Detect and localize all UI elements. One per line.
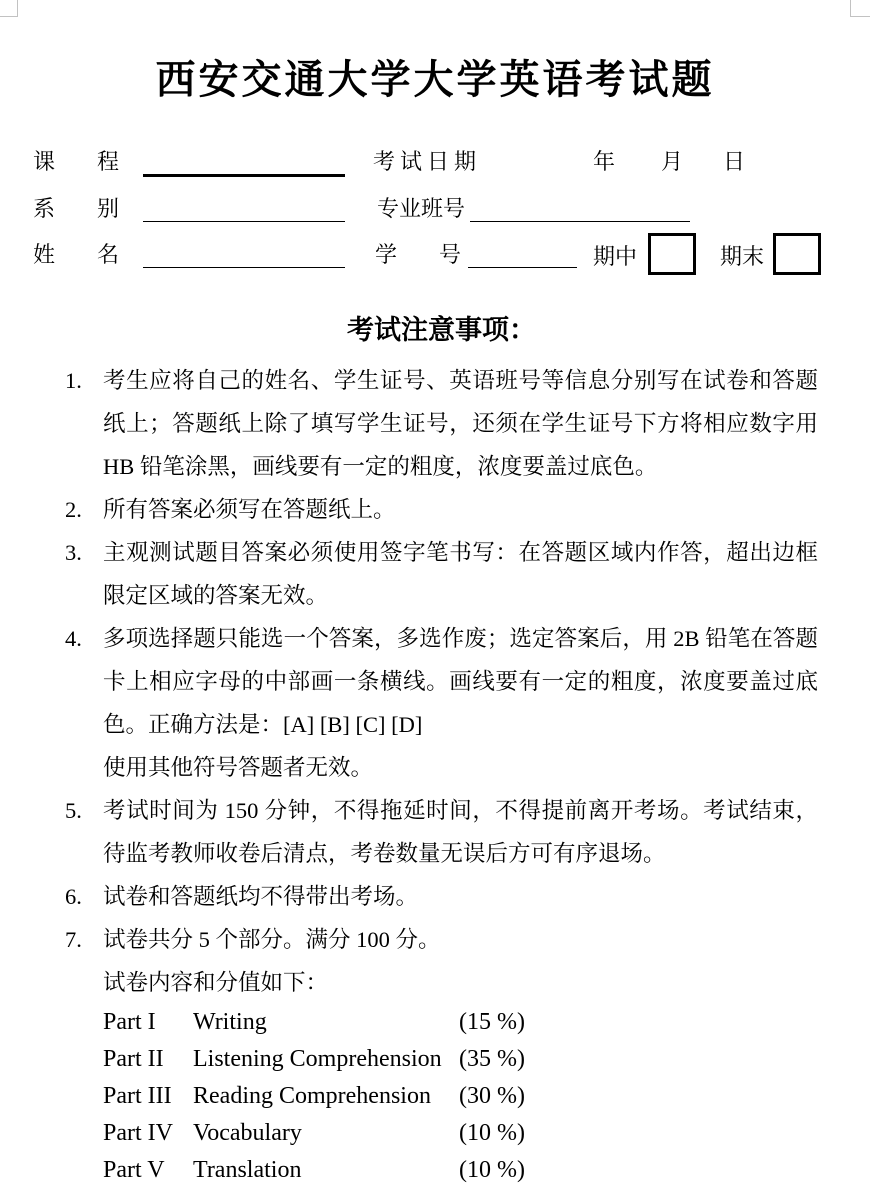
part-percent: (15 %)	[459, 1009, 525, 1035]
day-label: 日	[723, 149, 746, 174]
part-label: Part IV	[103, 1120, 173, 1146]
final-checkbox	[773, 233, 821, 275]
part-name: Reading Comprehension	[193, 1083, 431, 1109]
item-text: 主观测试题目答案必须使用签字笔书写：在答题区域内作答，超出边框限定区域的答案无效。	[103, 540, 818, 608]
part-row	[103, 1004, 818, 1041]
item-text: 所有答案必须写在答题纸上。	[103, 497, 396, 522]
exam-notice-section	[65, 308, 818, 1185]
item-text-continued: 试卷内容和分值如下：	[103, 970, 329, 995]
notice-item-2	[65, 488, 818, 531]
item-number: 3.	[65, 540, 82, 565]
part-percent: (10 %)	[459, 1157, 525, 1183]
part-percent: (10 %)	[459, 1120, 525, 1146]
notice-item-3	[65, 531, 818, 617]
student-no-input-line	[468, 267, 577, 268]
item-text: 考试时间为 150 分钟，不得拖延时间，不得提前离开考场。考试结束，待监考教师收卷后清点，考卷数量无误后方可有序退场。	[103, 798, 818, 866]
page-margin-mark-top-left	[0, 0, 18, 17]
part-label: Part V	[103, 1157, 165, 1183]
part-percent: (35 %)	[459, 1046, 525, 1072]
notice-heading: 考试注意事项：	[347, 315, 536, 345]
item-number: 1.	[65, 368, 82, 393]
part-row	[103, 1152, 818, 1185]
part-row	[103, 1041, 818, 1078]
month-label: 月	[661, 149, 684, 174]
part-row	[103, 1078, 818, 1115]
page-title: 西安交通大学大学英语考试题	[155, 57, 715, 102]
major-class-input-line	[470, 221, 690, 222]
department-label: 系别	[33, 196, 162, 221]
name-label: 姓名	[33, 242, 162, 267]
course-input-line	[143, 174, 345, 177]
item-text: 试卷和答题纸均不得带出考场。	[103, 884, 419, 909]
notice-item-7	[65, 918, 818, 1004]
item-number: 7.	[65, 927, 82, 952]
notice-item-1	[65, 359, 818, 488]
part-label: Part I	[103, 1009, 156, 1035]
department-input-line	[143, 221, 345, 222]
item-text: 考生应将自己的姓名、学生证号、英语班号等信息分别写在试卷和答题纸上；答题纸上除了填写学生证号，还须在学生证号下方将相应数字用 HB 铅笔涂黑，画线要有一定的粗度，浓度要盖过底色。	[103, 368, 818, 479]
item-number: 2.	[65, 497, 82, 522]
part-name: Listening Comprehension	[193, 1046, 442, 1072]
part-label: Part III	[103, 1083, 172, 1109]
exam-parts-table	[103, 1004, 818, 1185]
item-text-continued: 使用其他符号答题者无效。	[103, 755, 374, 780]
item-number: 4.	[65, 626, 82, 651]
midterm-checkbox	[648, 233, 696, 275]
page-margin-mark-top-right	[850, 0, 870, 17]
part-name: Vocabulary	[193, 1120, 302, 1146]
item-number: 6.	[65, 884, 82, 909]
midterm-label: 期中	[593, 244, 638, 269]
part-label: Part II	[103, 1046, 164, 1072]
item-text: 多项选择题只能选一个答案，多选作废；选定答案后，用 2B 铅笔在答题卡上相应字母的中部画一条横线。画线要有一定的粗度，浓度要盖过底色。正确方法是：[A] [B] [C] [D]	[103, 626, 818, 737]
part-percent: (30 %)	[459, 1083, 525, 1109]
part-row	[103, 1115, 818, 1152]
final-label: 期末	[720, 244, 765, 269]
notice-item-6	[65, 875, 818, 918]
notice-item-4	[65, 617, 818, 789]
part-name: Translation	[193, 1157, 302, 1183]
notice-item-5	[65, 789, 818, 875]
item-text: 试卷共分 5 个部分。满分 100 分。	[103, 927, 441, 952]
major-class-label: 专业班号	[377, 196, 466, 221]
name-input-line	[143, 267, 345, 268]
exam-date-label: 考试日期	[373, 149, 482, 174]
part-name: Writing	[193, 1009, 267, 1035]
year-label: 年	[593, 149, 616, 174]
course-label: 课程	[33, 149, 162, 174]
item-number: 5.	[65, 798, 82, 823]
student-no-label: 学号	[375, 242, 504, 267]
